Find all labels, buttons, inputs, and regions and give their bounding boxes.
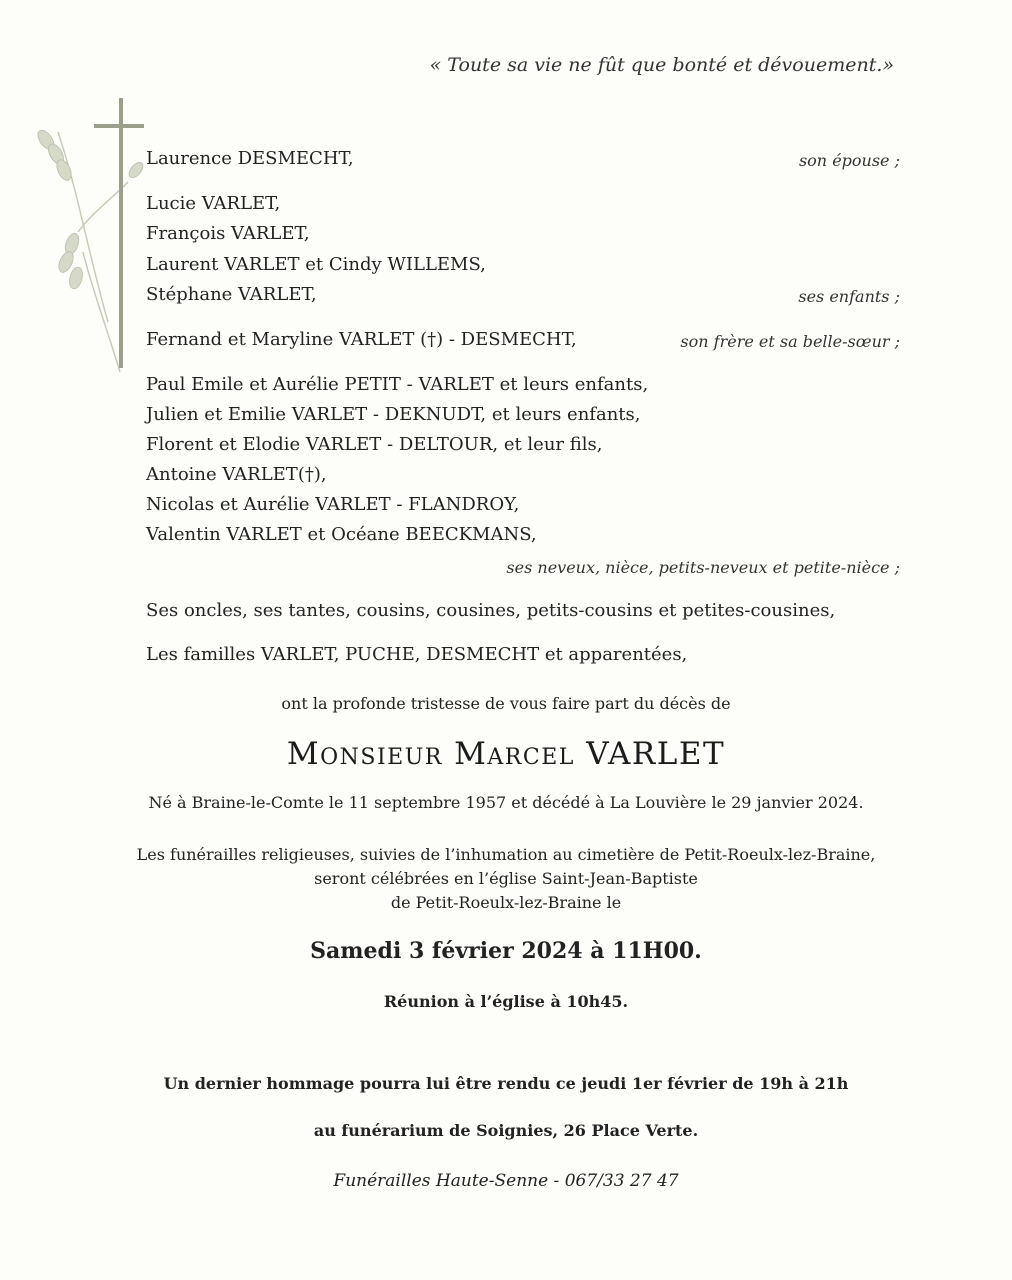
nephew-name: Paul Emile et Aurélie PETIT - VARLET et leurs enfants, [146, 374, 649, 395]
nephew-name: Antoine VARLET(†), [146, 464, 327, 485]
funeral-home-contact: Funérailles Haute-Senne - 067/33 27 47 [333, 1171, 679, 1191]
tribute-line-1: Un dernier hommage pourra lui être rendu ce jeudi 1er février de 19h à 21h [163, 1074, 849, 1093]
deceased-name: Monsieur Marcel VARLET [286, 736, 726, 772]
funeral-line-3: de Petit-Roeulx-lez-Braine le [390, 893, 622, 912]
meeting-time: Réunion à l’église à 10h45. [383, 992, 629, 1011]
epigraph-quote: « Toute sa vie ne fût que bonté et dévouement.» [429, 54, 894, 76]
funeral-line-2: seront célébrées en l’église Saint-Jean-Baptiste [314, 869, 698, 888]
child-name: Laurent VARLET et Cindy WILLEMS, [146, 254, 486, 275]
spouse-name: Laurence DESMECHT, [146, 148, 354, 169]
child-name: Lucie VARLET, [146, 193, 281, 214]
cross-and-wheat-icon [28, 92, 148, 382]
birth-death-dates: Né à Braine-le-Comte le 11 septembre 1957 et décédé à La Louvière le 29 janvier 2024. [148, 793, 864, 812]
spouse-relation: son épouse ; [798, 151, 900, 170]
tribute-line-2: au funérarium de Soignies, 26 Place Verte. [313, 1121, 699, 1140]
nephew-name: Nicolas et Aurélie VARLET - FLANDROY, [146, 494, 520, 515]
nephews-relation: ses neveux, nièce, petits-neveux et petite-nièce ; [506, 558, 900, 577]
families: Les familles VARLET, PUCHE, DESMECHT et apparentées, [146, 644, 688, 665]
child-name: Stéphane VARLET, [146, 284, 317, 305]
children-relation: ses enfants ; [798, 287, 900, 306]
nephew-name: Valentin VARLET et Océane BEECKMANS, [146, 524, 537, 545]
nephew-name: Florent et Elodie VARLET - DELTOUR, et leur fils, [146, 434, 603, 455]
nephew-name: Julien et Emilie VARLET - DEKNUDT, et leurs enfants, [146, 404, 641, 425]
sibling-name: Fernand et Maryline VARLET (†) - DESMECHT, [146, 329, 577, 350]
sibling-relation: son frère et sa belle-sœur ; [680, 332, 900, 351]
child-name: François VARLET, [146, 223, 310, 244]
cross [94, 98, 144, 368]
announcement: ont la profonde tristesse de vous faire part du décès de [281, 694, 731, 713]
extended-family: Ses oncles, ses tantes, cousins, cousines, petits-cousins et petites-cousines, [146, 600, 836, 621]
funeral-line-1: Les funérailles religieuses, suivies de l’inhumation au cimetière de Petit-Roeulx-lez-Braine, [136, 845, 876, 864]
funeral-date: Samedi 3 février 2024 à 11H00. [310, 938, 702, 964]
